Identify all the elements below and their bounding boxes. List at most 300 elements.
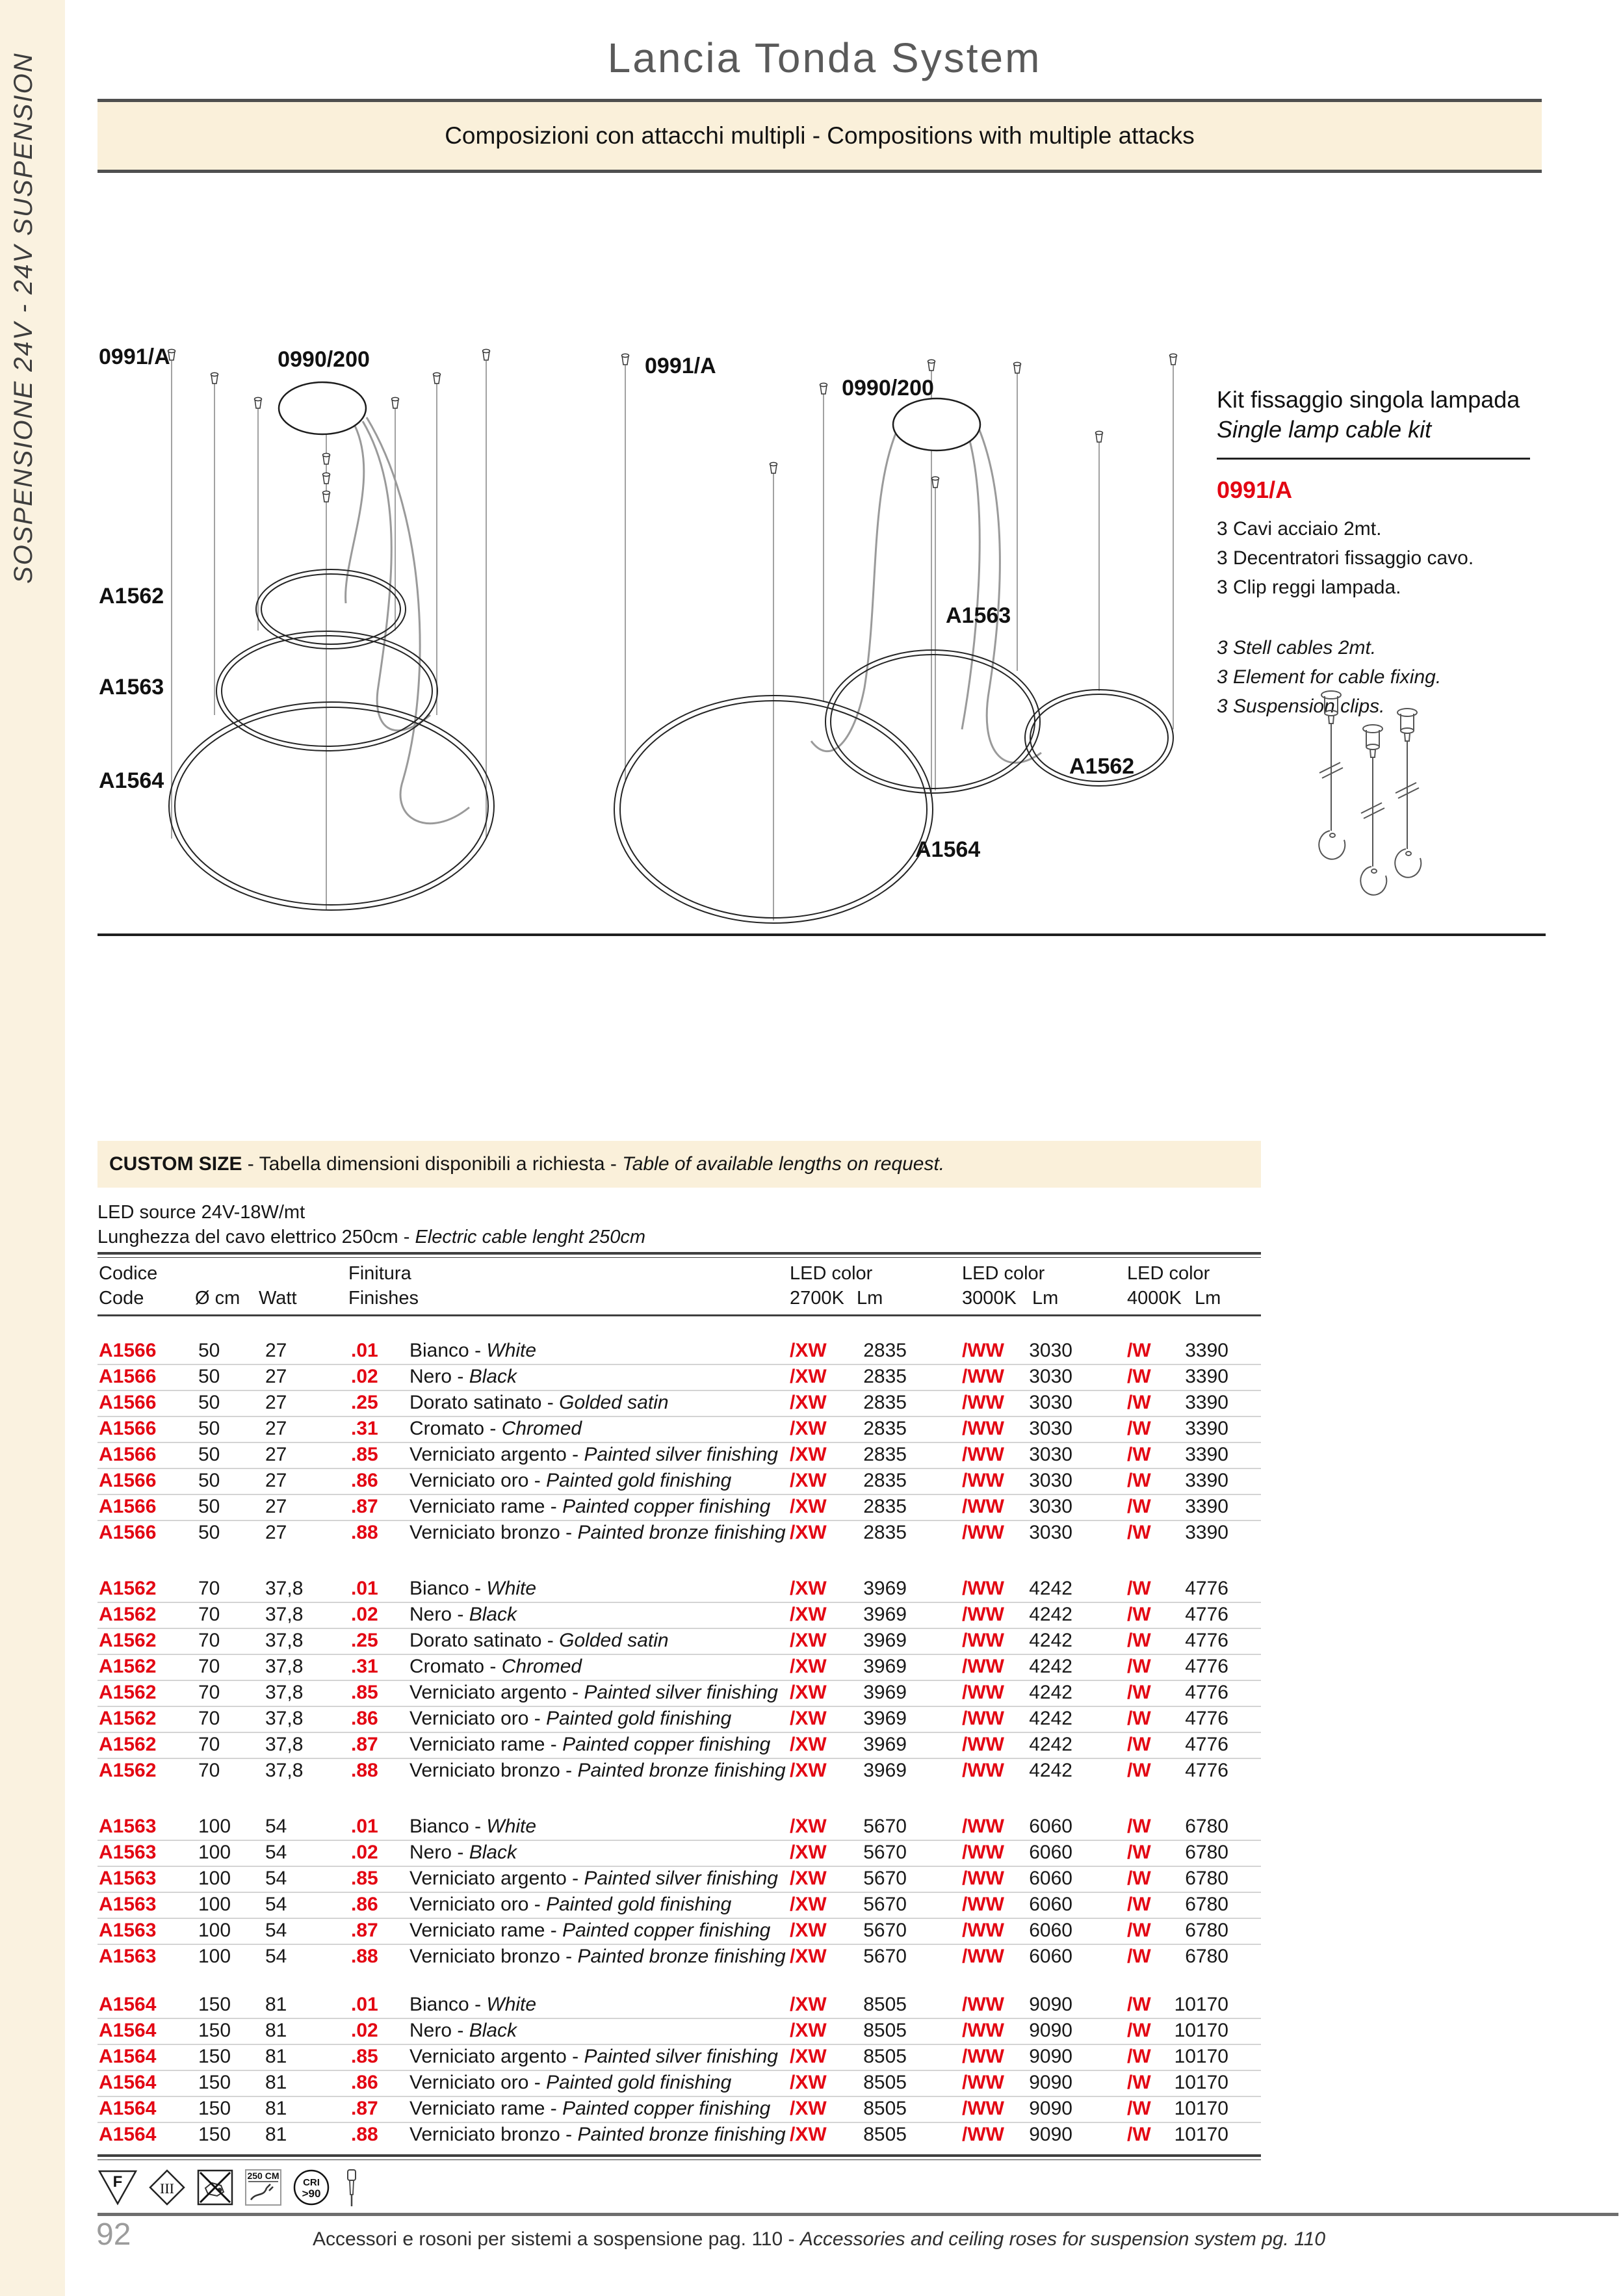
- cell-code: A1566: [99, 1444, 157, 1465]
- cell-code: A1562: [99, 1656, 157, 1677]
- cell-suffix-4000k: /W: [1127, 1682, 1151, 1703]
- cell-lm-4000k: 10170: [1174, 1994, 1228, 2015]
- cell-finish-code: .02: [351, 2020, 378, 2041]
- cell-lm-2700k: 2835: [863, 1340, 907, 1361]
- cell-code: A1563: [99, 1842, 157, 1863]
- cell-lm-2700k: 5670: [863, 1920, 907, 1941]
- cell-suffix-3000k: /WW: [962, 1630, 1004, 1651]
- cell-lm-3000k: 4242: [1029, 1708, 1072, 1729]
- page-number: 92: [96, 2217, 131, 2252]
- cell-finish-code: .86: [351, 1894, 378, 1915]
- cell-diameter: 150: [198, 1994, 231, 2015]
- cell-finish-name: Dorato satinato - Golded satin: [409, 1630, 669, 1651]
- cell-watt: 54: [265, 1816, 287, 1837]
- cell-lm-2700k: 2835: [863, 1418, 907, 1439]
- cell-lm-3000k: 9090: [1029, 2020, 1072, 2041]
- col-header-4000k: 4000K: [1127, 1288, 1182, 1309]
- table-row: [97, 1866, 1261, 1893]
- cell-lm-4000k: 6780: [1185, 1868, 1228, 1889]
- kit-item: 3 Element for cable fixing.: [1217, 666, 1442, 688]
- cell-diameter: 70: [198, 1708, 220, 1729]
- cell-finish-name: Nero - Black: [409, 2020, 517, 2041]
- cell-suffix-3000k: /WW: [962, 1894, 1004, 1915]
- cell-lm-3000k: 3030: [1029, 1418, 1072, 1439]
- left-ring2-label: A1563: [99, 675, 164, 699]
- cell-suffix-4000k: /W: [1127, 1366, 1151, 1387]
- cell-lm-2700k: 3969: [863, 1682, 907, 1703]
- cell-suffix-4000k: /W: [1127, 1392, 1151, 1413]
- cell-code: A1564: [99, 1994, 157, 2015]
- cell-lm-3000k: 3030: [1029, 1392, 1072, 1413]
- table-bottom-rule-thin: [97, 2159, 1261, 2160]
- cell-lm-2700k: 8505: [863, 2046, 907, 2067]
- table-row: [97, 1520, 1261, 1546]
- cell-suffix-2700k: /XW: [790, 1522, 827, 1543]
- cell-finish-name: Bianco - White: [409, 1994, 537, 2015]
- cell-finish-code: .01: [351, 1816, 378, 1837]
- table-row: [97, 2018, 1261, 2045]
- cell-finish-code: .02: [351, 1604, 378, 1625]
- cell-suffix-2700k: /XW: [790, 1630, 827, 1651]
- cell-suffix-2700k: /XW: [790, 1816, 827, 1837]
- cell-suffix-3000k: /WW: [962, 1868, 1004, 1889]
- cell-suffix-4000k: /W: [1127, 1444, 1151, 1465]
- cell-watt: 37,8: [265, 1734, 304, 1755]
- cell-lm-3000k: 4242: [1029, 1682, 1072, 1703]
- table-row: [97, 1338, 1261, 1365]
- cell-lm-4000k: 4776: [1185, 1760, 1228, 1781]
- cell-lm-3000k: 6060: [1029, 1868, 1072, 1889]
- cell-lm-3000k: 4242: [1029, 1604, 1072, 1625]
- cell-lm-4000k: 4776: [1185, 1734, 1228, 1755]
- kit-title-en: Single lamp cable kit: [1217, 416, 1432, 443]
- cell-diameter: 70: [198, 1656, 220, 1677]
- cell-lm-4000k: 4776: [1185, 1682, 1228, 1703]
- cell-lm-3000k: 6060: [1029, 1842, 1072, 1863]
- cell-suffix-2700k: /XW: [790, 1604, 827, 1625]
- cell-suffix-4000k: /W: [1127, 1418, 1151, 1439]
- cell-diameter: 50: [198, 1496, 220, 1517]
- cell-finish-name: Bianco - White: [409, 1578, 537, 1599]
- cell-diameter: 70: [198, 1734, 220, 1755]
- cell-finish-code: .01: [351, 1340, 378, 1361]
- cell-watt: 27: [265, 1470, 287, 1491]
- cell-suffix-3000k: /WW: [962, 1816, 1004, 1837]
- cell-watt: 27: [265, 1366, 287, 1387]
- cell-finish-code: .31: [351, 1656, 378, 1677]
- cell-finish-code: .85: [351, 1444, 378, 1465]
- cell-lm-4000k: 3390: [1185, 1522, 1228, 1543]
- cell-lm-3000k: 3030: [1029, 1522, 1072, 1543]
- cell-code: A1564: [99, 2046, 157, 2067]
- cell-diameter: 70: [198, 1760, 220, 1781]
- cell-diameter: 100: [198, 1842, 231, 1863]
- cell-lm-2700k: 3969: [863, 1760, 907, 1781]
- kit-info-block: [1217, 385, 1594, 721]
- cell-lm-4000k: 10170: [1174, 2072, 1228, 2093]
- svg-text:>90: >90: [302, 2187, 321, 2200]
- cell-lm-3000k: 4242: [1029, 1630, 1072, 1651]
- cell-suffix-2700k: /XW: [790, 1920, 827, 1941]
- cell-suffix-4000k: /W: [1127, 2046, 1151, 2067]
- cell-lm-3000k: 4242: [1029, 1734, 1072, 1755]
- svg-text:CRI: CRI: [303, 2177, 320, 2188]
- cell-suffix-2700k: /XW: [790, 1994, 827, 2015]
- cell-diameter: 150: [198, 2020, 231, 2041]
- cell-code: A1564: [99, 2098, 157, 2119]
- cell-code: A1563: [99, 1816, 157, 1837]
- cell-diameter: 150: [198, 2046, 231, 2067]
- table-row: [97, 1892, 1261, 1919]
- col-header-diameter: Ø cm: [195, 1288, 240, 1309]
- cell-lm-2700k: 8505: [863, 1994, 907, 2015]
- cell-suffix-2700k: /XW: [790, 1656, 827, 1677]
- cell-lm-3000k: 4242: [1029, 1656, 1072, 1677]
- kit-items-it: [1217, 514, 1594, 602]
- col-header-ledcolor-2: LED color: [962, 1263, 1045, 1284]
- cell-diameter: 70: [198, 1682, 220, 1703]
- footer-text: Accessori e rosoni per sistemi a sospensione pag. 110 - Accessories and ceiling roses for suspension system pg. 110: [312, 2228, 1326, 2250]
- cell-lm-4000k: 3390: [1185, 1340, 1228, 1361]
- table-row: [97, 1814, 1261, 1841]
- cell-code: A1562: [99, 1760, 157, 1781]
- cell-watt: 54: [265, 1920, 287, 1941]
- svg-text:III: III: [160, 2180, 174, 2197]
- cell-suffix-3000k: /WW: [962, 2124, 1004, 2145]
- table-row: [97, 2070, 1261, 2097]
- table-row: [97, 1364, 1261, 1391]
- cell-suffix-4000k: /W: [1127, 1578, 1151, 1599]
- cell-suffix-2700k: /XW: [790, 1418, 827, 1439]
- cell-suffix-2700k: /XW: [790, 2072, 827, 2093]
- cell-code: A1566: [99, 1392, 157, 1413]
- cell-finish-code: .86: [351, 1470, 378, 1491]
- cell-suffix-4000k: /W: [1127, 1920, 1151, 1941]
- cell-lm-2700k: 3969: [863, 1708, 907, 1729]
- cell-suffix-2700k: /XW: [790, 1470, 827, 1491]
- cell-suffix-4000k: /W: [1127, 1340, 1151, 1361]
- table-header-rule: [97, 1314, 1261, 1316]
- cell-finish-name: Verniciato argento - Painted silver finishing: [409, 1682, 778, 1703]
- kit-item: 3 Cavi acciaio 2mt.: [1217, 518, 1382, 540]
- table-row: [97, 1758, 1261, 1784]
- cell-lm-4000k: 6780: [1185, 1920, 1228, 1941]
- cell-code: A1562: [99, 1630, 157, 1651]
- cell-lm-3000k: 9090: [1029, 1994, 1072, 2015]
- table-row: [97, 2122, 1261, 2148]
- cell-finish-name: Nero - Black: [409, 1604, 517, 1625]
- cell-finish-name: Verniciato argento - Painted silver finishing: [409, 1868, 778, 1889]
- kit-code: 0991/A: [1217, 476, 1293, 503]
- cell-lm-4000k: 6780: [1185, 1894, 1228, 1915]
- cell-finish-name: Bianco - White: [409, 1340, 537, 1361]
- cell-suffix-3000k: /WW: [962, 1522, 1004, 1543]
- cell-suffix-3000k: /WW: [962, 1682, 1004, 1703]
- cell-suffix-4000k: /W: [1127, 1946, 1151, 1967]
- screwdriver-icon: [341, 2169, 363, 2209]
- cell-suffix-3000k: /WW: [962, 2072, 1004, 2093]
- cell-code: A1562: [99, 1734, 157, 1755]
- cell-lm-4000k: 6780: [1185, 1816, 1228, 1837]
- cell-lm-4000k: 3390: [1185, 1418, 1228, 1439]
- cell-watt: 37,8: [265, 1578, 304, 1599]
- table-row: [97, 1416, 1261, 1443]
- cell-lm-4000k: 4776: [1185, 1630, 1228, 1651]
- cell-lm-4000k: 10170: [1174, 2098, 1228, 2119]
- kit-rule: [1217, 458, 1530, 460]
- footer-text-it: Accessori e rosoni per sistemi a sospensione pag. 110: [312, 2228, 783, 2250]
- table-row: [97, 2044, 1261, 2071]
- cell-suffix-4000k: /W: [1127, 1842, 1151, 1863]
- cell-suffix-4000k: /W: [1127, 1656, 1151, 1677]
- cell-watt: 81: [265, 2020, 287, 2041]
- page-title: Lancia Tonda System: [607, 34, 1042, 81]
- cell-code: A1566: [99, 1340, 157, 1361]
- cell-code: A1563: [99, 1946, 157, 1967]
- cell-finish-name: Verniciato argento - Painted silver finishing: [409, 1444, 778, 1465]
- col-header-code-it: Codice: [99, 1263, 158, 1284]
- no-user-replaceable-lamp-icon: [196, 2169, 234, 2206]
- cell-lm-4000k: 6780: [1185, 1946, 1228, 1967]
- cell-lm-2700k: 2835: [863, 1366, 907, 1387]
- table-row: [97, 1918, 1261, 1945]
- section-band-title: Composizioni con attacchi multipli - Compositions with multiple attacks: [445, 122, 1195, 149]
- cell-suffix-3000k: /WW: [962, 1578, 1004, 1599]
- cell-watt: 81: [265, 2124, 287, 2145]
- svg-text:250 CM: 250 CM: [247, 2171, 279, 2181]
- col-header-ledcolor-3: LED color: [1127, 1263, 1210, 1284]
- cable-length-line: Lunghezza del cavo elettrico 250cm - Electric cable lenght 250cm: [97, 1227, 646, 1247]
- cell-lm-2700k: 2835: [863, 1496, 907, 1517]
- col-header-finish-it: Finitura: [348, 1263, 411, 1284]
- left-ring1-label: A1562: [99, 584, 164, 608]
- led-source-line: LED source 24V-18W/mt: [97, 1202, 305, 1223]
- cell-lm-4000k: 3390: [1185, 1444, 1228, 1465]
- cell-suffix-4000k: /W: [1127, 1734, 1151, 1755]
- cell-suffix-3000k: /WW: [962, 1708, 1004, 1729]
- cell-finish-name: Verniciato bronzo - Painted bronze finishing: [409, 1522, 786, 1543]
- cell-lm-3000k: 9090: [1029, 2046, 1072, 2067]
- col-header-ledcolor-1: LED color: [790, 1263, 873, 1284]
- cell-finish-name: Verniciato oro - Painted gold finishing: [409, 1470, 732, 1491]
- cell-finish-code: .01: [351, 1578, 378, 1599]
- cell-watt: 37,8: [265, 1708, 304, 1729]
- cell-code: A1562: [99, 1682, 157, 1703]
- cell-suffix-3000k: /WW: [962, 1734, 1004, 1755]
- cell-finish-name: Verniciato bronzo - Painted bronze finishing: [409, 2124, 786, 2145]
- cell-suffix-4000k: /W: [1127, 2072, 1151, 2093]
- cell-lm-2700k: 5670: [863, 1894, 907, 1915]
- col-header-lm-1: Lm: [857, 1288, 883, 1309]
- cell-watt: 27: [265, 1496, 287, 1517]
- cell-lm-2700k: 5670: [863, 1868, 907, 1889]
- cell-lm-2700k: 3969: [863, 1734, 907, 1755]
- cell-finish-name: Verniciato oro - Painted gold finishing: [409, 1894, 732, 1915]
- cell-code: A1564: [99, 2020, 157, 2041]
- cell-finish-name: Verniciato rame - Painted copper finishing: [409, 2098, 771, 2119]
- cell-diameter: 50: [198, 1392, 220, 1413]
- cell-code: A1566: [99, 1496, 157, 1517]
- cell-suffix-3000k: /WW: [962, 2020, 1004, 2041]
- table-row: [97, 1706, 1261, 1733]
- sidebar: [0, 0, 65, 2296]
- cell-code: A1566: [99, 1366, 157, 1387]
- cell-suffix-3000k: /WW: [962, 1444, 1004, 1465]
- cell-suffix-3000k: /WW: [962, 1470, 1004, 1491]
- cell-suffix-3000k: /WW: [962, 2098, 1004, 2119]
- custom-size-text-en: Table of available lengths on request.: [622, 1153, 945, 1175]
- cell-watt: 54: [265, 1868, 287, 1889]
- cell-diameter: 150: [198, 2124, 231, 2145]
- cell-lm-3000k: 6060: [1029, 1946, 1072, 1967]
- cell-suffix-3000k: /WW: [962, 1340, 1004, 1361]
- cell-suffix-2700k: /XW: [790, 1444, 827, 1465]
- custom-size-text-it: - Tabella dimensioni disponibili a richiesta -: [242, 1153, 623, 1175]
- cell-lm-2700k: 2835: [863, 1470, 907, 1491]
- cell-finish-name: Verniciato oro - Painted gold finishing: [409, 1708, 732, 1729]
- cell-lm-2700k: 5670: [863, 1816, 907, 1837]
- cell-watt: 27: [265, 1522, 287, 1543]
- cell-code: A1566: [99, 1522, 157, 1543]
- cell-lm-4000k: 3390: [1185, 1366, 1228, 1387]
- cell-suffix-4000k: /W: [1127, 1816, 1151, 1837]
- cell-lm-3000k: 3030: [1029, 1340, 1072, 1361]
- cell-diameter: 100: [198, 1868, 231, 1889]
- cell-code: A1563: [99, 1894, 157, 1915]
- cell-suffix-4000k: /W: [1127, 1994, 1151, 2015]
- cell-finish-name: Verniciato bronzo - Painted bronze finishing: [409, 1946, 786, 1967]
- cell-suffix-2700k: /XW: [790, 1946, 827, 1967]
- cell-suffix-4000k: /W: [1127, 1868, 1151, 1889]
- table-row: [97, 1732, 1261, 1759]
- cell-finish-code: .02: [351, 1842, 378, 1863]
- cell-finish-name: Verniciato rame - Painted copper finishing: [409, 1496, 771, 1517]
- table-row: [97, 1840, 1261, 1867]
- table-row: [97, 1628, 1261, 1655]
- cell-suffix-3000k: /WW: [962, 1760, 1004, 1781]
- cell-diameter: 50: [198, 1444, 220, 1465]
- cell-diameter: 70: [198, 1578, 220, 1599]
- right-kit-label: 0991/A: [645, 354, 716, 378]
- cell-lm-4000k: 10170: [1174, 2124, 1228, 2145]
- svg-text:F: F: [112, 2173, 123, 2191]
- cell-finish-code: .31: [351, 1418, 378, 1439]
- cell-lm-2700k: 8505: [863, 2124, 907, 2145]
- cell-suffix-4000k: /W: [1127, 1496, 1151, 1517]
- cell-lm-2700k: 5670: [863, 1946, 907, 1967]
- table-top-rule: [97, 1252, 1261, 1255]
- cell-diameter: 100: [198, 1816, 231, 1837]
- cable-250cm-icon: [244, 2169, 282, 2206]
- left-ring3-label: A1564: [99, 768, 164, 793]
- cell-lm-3000k: 3030: [1029, 1470, 1072, 1491]
- cell-lm-2700k: 8505: [863, 2020, 907, 2041]
- cell-suffix-3000k: /WW: [962, 1994, 1004, 2015]
- cell-diameter: 70: [198, 1630, 220, 1651]
- cell-finish-code: .87: [351, 1734, 378, 1755]
- cell-suffix-4000k: /W: [1127, 1522, 1151, 1543]
- table-row: [97, 1494, 1261, 1521]
- col-header-3000k: 3000K: [962, 1288, 1017, 1309]
- cell-lm-4000k: 10170: [1174, 2020, 1228, 2041]
- cell-lm-3000k: 6060: [1029, 1816, 1072, 1837]
- cell-diameter: 50: [198, 1366, 220, 1387]
- cell-lm-4000k: 3390: [1185, 1392, 1228, 1413]
- cell-suffix-3000k: /WW: [962, 1392, 1004, 1413]
- kit-item: 3 Clip reggi lampada.: [1217, 577, 1401, 598]
- cell-finish-name: Nero - Black: [409, 1366, 517, 1387]
- cell-suffix-3000k: /WW: [962, 1496, 1004, 1517]
- table-row: [97, 1468, 1261, 1495]
- cell-diameter: 50: [198, 1522, 220, 1543]
- cell-diameter: 70: [198, 1604, 220, 1625]
- cell-lm-2700k: 3969: [863, 1656, 907, 1677]
- kit-item: 3 Decentratori fissaggio cavo.: [1217, 547, 1474, 569]
- cell-finish-name: Verniciato rame - Painted copper finishing: [409, 1920, 771, 1941]
- cell-lm-4000k: 4776: [1185, 1578, 1228, 1599]
- cell-lm-3000k: 3030: [1029, 1496, 1072, 1517]
- cell-diameter: 50: [198, 1470, 220, 1491]
- cell-code: A1562: [99, 1604, 157, 1625]
- cell-lm-3000k: 4242: [1029, 1578, 1072, 1599]
- cell-suffix-4000k: /W: [1127, 1630, 1151, 1651]
- cell-code: A1564: [99, 2072, 157, 2093]
- cell-suffix-2700k: /XW: [790, 1392, 827, 1413]
- cell-diameter: 150: [198, 2072, 231, 2093]
- cell-suffix-2700k: /XW: [790, 2046, 827, 2067]
- cell-lm-2700k: 3969: [863, 1578, 907, 1599]
- certification-icons: [97, 2169, 363, 2209]
- cell-finish-code: .85: [351, 1868, 378, 1889]
- cell-finish-name: Cromato - Chromed: [409, 1418, 582, 1439]
- cell-finish-code: .86: [351, 1708, 378, 1729]
- cell-suffix-4000k: /W: [1127, 1470, 1151, 1491]
- cell-lm-4000k: 3390: [1185, 1470, 1228, 1491]
- col-header-2700k: 2700K: [790, 1288, 844, 1309]
- cell-suffix-2700k: /XW: [790, 2098, 827, 2119]
- cell-watt: 27: [265, 1444, 287, 1465]
- table-row: [97, 1944, 1261, 1970]
- cell-lm-3000k: 3030: [1029, 1444, 1072, 1465]
- cell-lm-3000k: 4242: [1029, 1760, 1072, 1781]
- col-header-lm-3: Lm: [1195, 1288, 1221, 1309]
- cell-lm-3000k: 9090: [1029, 2124, 1072, 2145]
- table-row: [97, 1680, 1261, 1707]
- table-row: [97, 1442, 1261, 1469]
- cell-finish-code: .85: [351, 1682, 378, 1703]
- right-ring1-label: A1563: [946, 603, 1011, 628]
- class-iii-icon: [148, 2169, 186, 2206]
- cell-finish-code: .88: [351, 1946, 378, 1967]
- table-row: [97, 1992, 1261, 2019]
- cell-diameter: 50: [198, 1418, 220, 1439]
- cell-suffix-3000k: /WW: [962, 1604, 1004, 1625]
- cell-suffix-3000k: /WW: [962, 1920, 1004, 1941]
- cell-code: A1564: [99, 2124, 157, 2145]
- col-header-watt: Watt: [259, 1288, 297, 1309]
- cell-suffix-2700k: /XW: [790, 1842, 827, 1863]
- cell-suffix-3000k: /WW: [962, 1418, 1004, 1439]
- table-bottom-rule: [97, 2154, 1261, 2157]
- cell-lm-2700k: 8505: [863, 2072, 907, 2093]
- cell-finish-code: .87: [351, 2098, 378, 2119]
- cell-suffix-3000k: /WW: [962, 2046, 1004, 2067]
- right-canopy-label: 0990/200: [842, 376, 934, 400]
- table-row: [97, 1390, 1261, 1417]
- cell-diameter: 100: [198, 1946, 231, 1967]
- cell-suffix-2700k: /XW: [790, 1682, 827, 1703]
- cell-suffix-3000k: /WW: [962, 1366, 1004, 1387]
